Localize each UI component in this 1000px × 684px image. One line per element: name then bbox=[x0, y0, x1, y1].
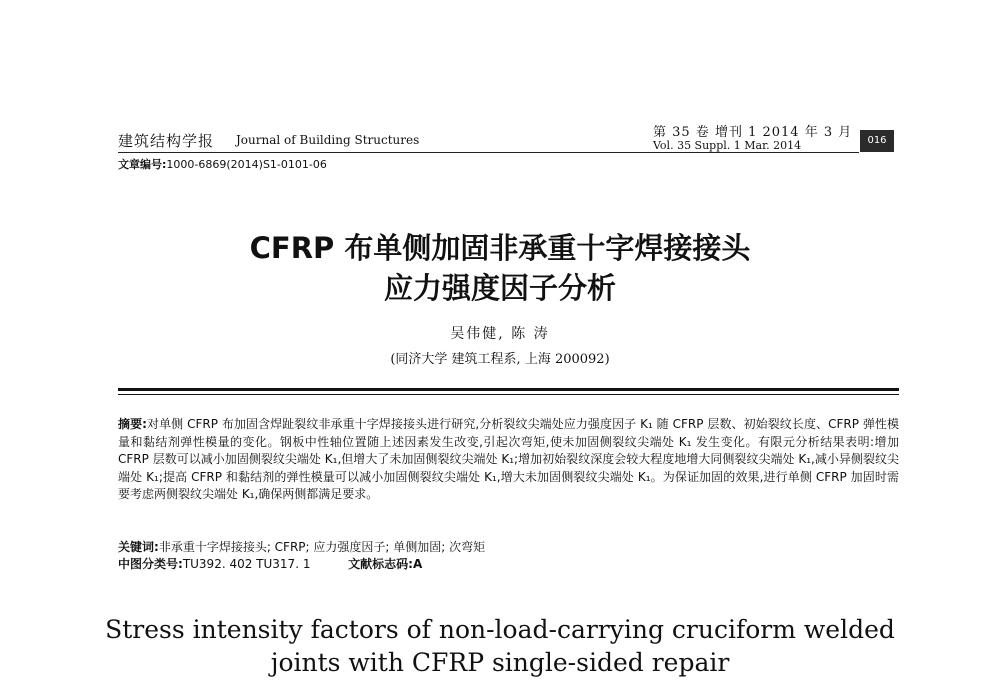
abstract bbox=[118, 416, 899, 504]
header-rule bbox=[118, 152, 859, 153]
keywords-text: 非承重十字焊接接头; CFRP; 应力强度因子; 单侧加固; 次弯矩 bbox=[158, 540, 486, 554]
volume-info-en: Vol. 35 Suppl. 1 Mar. 2014 bbox=[653, 139, 802, 152]
abstract-label: 摘要: bbox=[118, 417, 147, 431]
authors: 吴伟健, 陈 涛 bbox=[450, 326, 550, 342]
paper-title-line-2: 应力强度因子分析 bbox=[383, 271, 616, 305]
article-number bbox=[118, 156, 327, 172]
classification bbox=[118, 555, 422, 572]
classification-label: 中图分类号: bbox=[118, 557, 183, 571]
section-rule-thick bbox=[118, 388, 899, 391]
section-rule-thin bbox=[118, 394, 899, 395]
classification-codes: TU392. 402 TU317. 1 bbox=[182, 557, 311, 571]
document-code-value: A bbox=[412, 557, 423, 571]
journal-name-en: Journal of Building Structures bbox=[236, 133, 420, 147]
keywords bbox=[118, 538, 485, 555]
document-code-label: 文献标志码: bbox=[348, 557, 413, 571]
paper-title-line-1: CFRP 布单侧加固非承重十字焊接接头 bbox=[249, 231, 751, 265]
page-tab: 016 bbox=[860, 130, 894, 152]
article-number-label: 文章编号: bbox=[118, 158, 167, 171]
english-title-line-2: joints with CFRP single-sided repair bbox=[270, 648, 730, 677]
volume-info-cn: 第 35 卷 增刊 1 2014 年 3 月 bbox=[653, 125, 853, 140]
abstract-text: 对单侧 CFRP 布加固含焊趾裂纹非承重十字焊接接头进行研究,分析裂纹尖端处应力强度因子 K₁ 随 CFRP 层数、初始裂纹长度、CFRP 弹性模量和黏结剂弹性模量的变化。钢板中性轴位置随上述因素发生改变,引起次弯矩,使未加固侧裂纹尖端处 K₁ 发生变化。有限元分析结果表明:增加 CFRP 层数可以减小加固侧裂纹尖端处 K₁,但增大了未加固侧裂纹尖端处 K₁;增加初始裂纹深度会较大程度地增大同侧裂纹尖端处 K₁,减小异侧裂纹尖端处 K₁;提高 CFRP 和黏结剂的弹性模量可以减小加固侧裂纹尖端处 K₁,增大未加固侧裂纹尖端处 K₁。为保证加固的效果,进行单侧 CFRP 加固时需要考虑两侧裂纹尖端处 K₁,确保两侧都满足要求。 bbox=[118, 417, 899, 502]
english-title-line-1: Stress intensity factors of non-load-carrying cruciform welded bbox=[105, 615, 895, 644]
affiliation: (同济大学 建筑工程系, 上海 200092) bbox=[390, 352, 610, 367]
article-number-value: 1000-6869(2014)S1-0101-06 bbox=[166, 158, 327, 171]
keywords-label: 关键词: bbox=[118, 540, 159, 554]
journal-name-cn: 建筑结构学报 bbox=[118, 132, 215, 150]
